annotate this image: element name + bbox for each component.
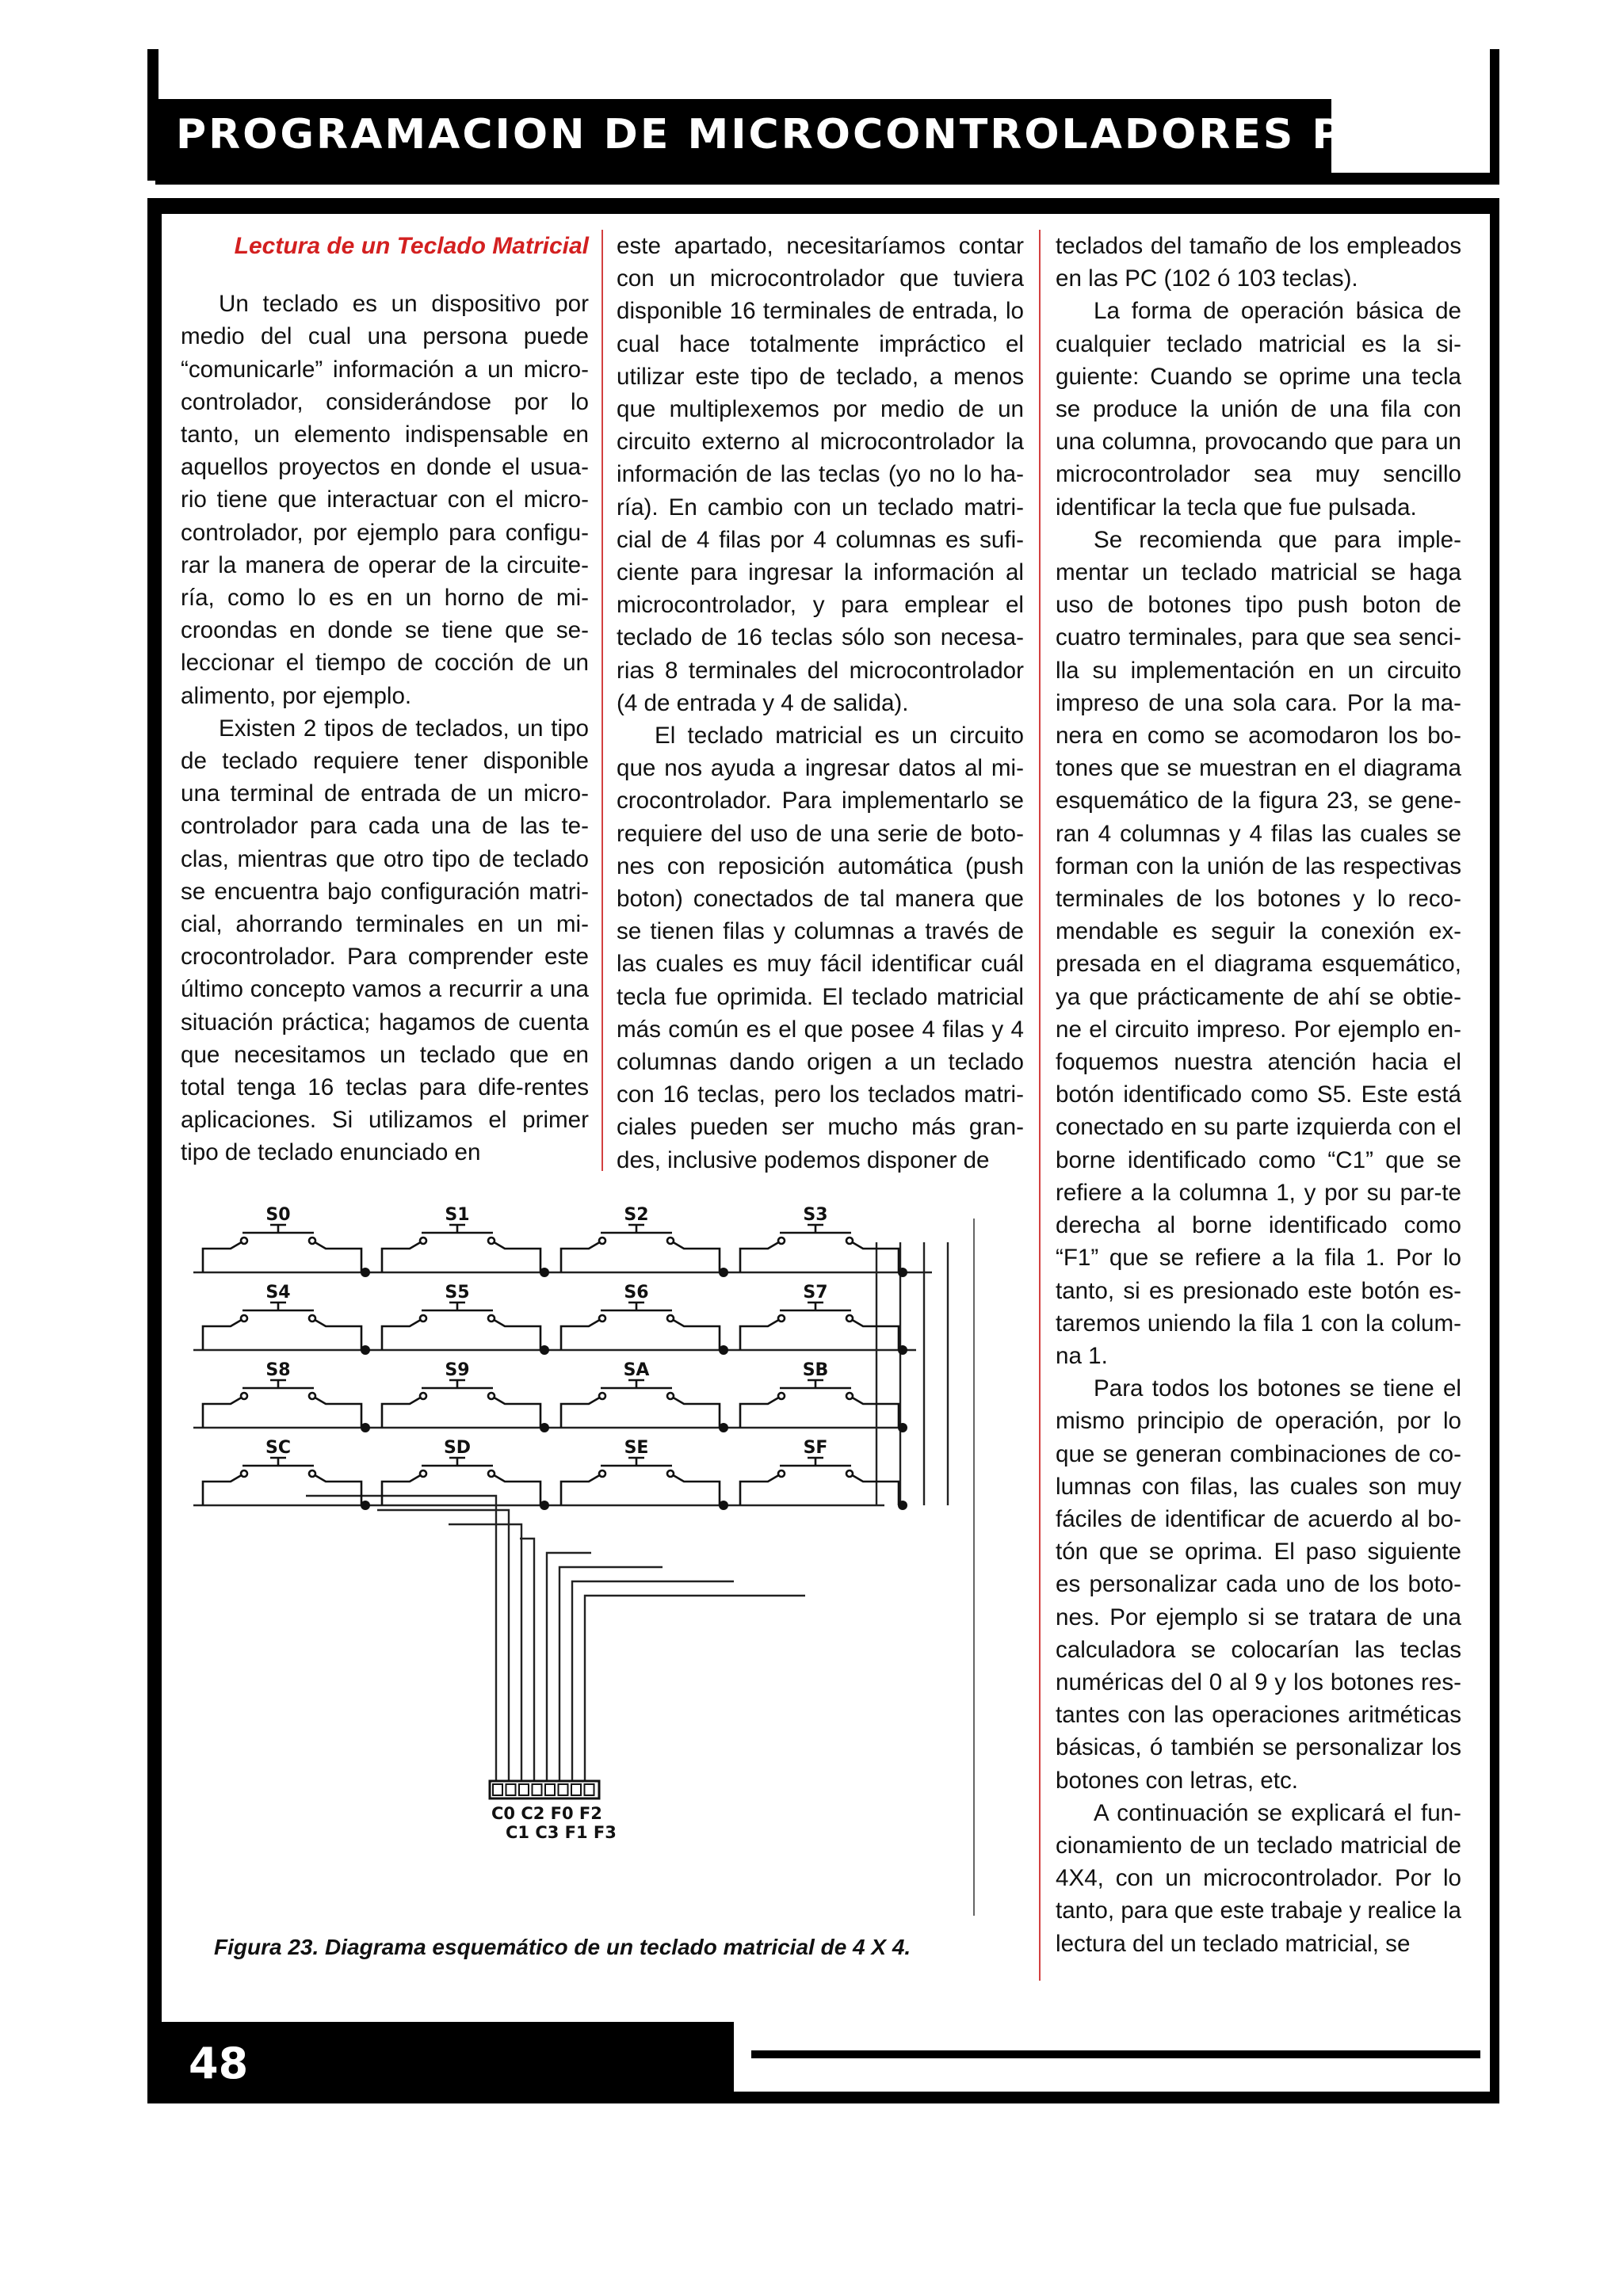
footer-bottom-rule	[734, 2092, 1499, 2103]
frame-top-shadow	[158, 209, 1499, 214]
paragraph: La forma de operación básica de cualquier teclado matricial es la si-guiente: Cuando se oprime una tecla se produce la unión de una fila con una columna, provocando que para un microcontrolador sea muy sencillo identificar la tecla que fue pulsada.	[1056, 298, 1461, 521]
push-button-switch	[203, 1380, 370, 1432]
push-button-switch	[382, 1458, 549, 1510]
page-header-title: PROGRAMACION DE MICROCONTROLADORES PIC	[176, 111, 1396, 158]
switch-label: SE	[624, 1438, 649, 1458]
switch-label: S6	[624, 1283, 649, 1302]
switch-label: S3	[803, 1205, 828, 1225]
connector-lead	[559, 1567, 663, 1781]
header-right-rule	[1490, 49, 1499, 181]
paragraph: A continuación se explicará el fun-cionamiento de un teclado matricial de 4X4, con un microcontrolador. Por lo tanto, para que este trabaje y realice la lectura del un teclado matricial, se	[1056, 1799, 1461, 1957]
switch-label: SA	[623, 1360, 650, 1380]
connector-pin	[519, 1784, 529, 1795]
switch-label: S4	[265, 1283, 291, 1302]
switch-label: SC	[265, 1438, 291, 1458]
switch-label: SF	[803, 1438, 828, 1458]
connector-pin	[571, 1784, 581, 1795]
switch-label: S9	[445, 1360, 470, 1380]
connector-pin	[545, 1784, 555, 1795]
push-button-switch	[561, 1225, 728, 1277]
header-underline-shadow	[155, 181, 1499, 185]
switch-label: S8	[265, 1360, 291, 1380]
text-column-3	[1056, 230, 1461, 1960]
connector-pin	[559, 1784, 568, 1795]
push-button-switch	[561, 1380, 728, 1432]
switch-label: SD	[443, 1438, 472, 1458]
footer-rule	[751, 2050, 1480, 2058]
push-button-switch	[740, 1458, 907, 1510]
switch-label: S2	[624, 1205, 649, 1225]
section-heading: Lectura de un Teclado Matricial	[234, 233, 589, 259]
text-column-1	[181, 230, 589, 1169]
frame-left-shadow	[157, 209, 162, 2103]
paragraph: Se recomienda que para imple-mentar un teclado matricial se haga uso de botones tipo push boton de cuatro terminales, para que sea senci-lla su implementación en un circuito impreso de una sola cara. Por la ma-nera en como se acomodaron los bo-tones que se muestran en el diagrama esquemático de la figura 23, se gene-ran 4 columnas y 4 filas las cuales se forman con la unión de las respectivas terminales de los botones y lo reco-mendable es seguir la conexión ex-presada en el diagrama esquemático, ya que prácticamente de ahí se obtie-ne el circuito impreso. Por ejemplo en-foquemos nuestra atención hacia el botón identificado como S5. Este está conectado en su parte izquierda con el borne identificado como “C1” que se refiere a la columna 1, y por su par-te derecha al borne identificado como “F1” que se refiere a la fila 1. Por lo tanto, si es presionado este botón es-taremos uniendo la fila 1 con la colum-na 1.	[1056, 526, 1461, 1369]
switch-label: S0	[265, 1205, 291, 1225]
paragraph: Un teclado es un dispositivo por medio del cual una persona puede “comunicarle” información a un micro-controlador, considerándose por lo tanto, un elemento indispensable en aquellos proyectos en donde el usua-rio tiene que interactuar con el micro-controlador, por ejemplo para configu-rar la manera de operar de la circuite-ría, como lo es en un horno de mi-croondas en donde se tiene que se-leccionar el tiempo de cocción de un alimento, por ejemplo.	[181, 291, 589, 709]
figure-caption: Figura 23. Diagrama esquemático de un teclado matricial de 4 X 4.	[214, 1935, 911, 1959]
push-button-switch	[561, 1302, 728, 1355]
figure-edge-rule	[973, 1219, 975, 1916]
push-button-switch	[382, 1225, 549, 1277]
paragraph: Para todos los botones se tiene el mismo principio de operación, por lo que se generan combinaciones de co-lumnas con filas, las cuales son muy fáciles de identificar de acuerdo al bo-tón que se oprima. El paso siguiente es personalizar cada uno de los boto-nes. Por ejemplo si se tratara de una calculadora se colocarían las teclas numéricas del 0 al 9 y los botones res-tantes con las operaciones aritméticas básicas, ó también se personalizar los botones con letras, etc.	[1056, 1375, 1461, 1794]
connector-lead	[585, 1596, 805, 1781]
page-number: 48	[189, 2039, 249, 2088]
connector-lead	[572, 1581, 734, 1781]
keypad-schematic	[187, 1195, 972, 1908]
paragraph: este apartado, necesitaríamos contar con un microcontrolador que tuviera disponible 16 terminales de entrada, lo cual hace totalmente impráctico el utilizar este tipo de teclado, a menos que multiplexemos por medio de un circuito externo al microcontrolador la información de las teclas (yo no lo ha-ría). En cambio con un teclado matri-cial de 4 filas por 4 columnas es sufi-ciente para ingresar la información al microcontrolador, y para emplear el teclado de 16 teclas sólo son necesa-rias 8 terminales del microcontrolador (4 de entrada y 4 de salida).	[617, 233, 1024, 716]
switch-label: S7	[803, 1283, 828, 1302]
push-button-switch	[203, 1302, 370, 1355]
connector-labels-top: C0 C2 F0 F2	[491, 1804, 602, 1823]
connector-pin	[585, 1784, 594, 1795]
connector-labels-bottom: C1 C3 F1 F3	[506, 1823, 617, 1842]
switch-label: S1	[445, 1205, 470, 1225]
connector-lead	[306, 1496, 496, 1781]
push-button-switch	[382, 1302, 549, 1355]
column-divider	[1039, 230, 1041, 1981]
frame-right	[1490, 198, 1499, 2103]
switch-label: SB	[802, 1360, 829, 1380]
paragraph: teclados del tamaño de los empleados en las PC (102 ó 103 teclas).	[1056, 233, 1461, 292]
connector-pin	[506, 1784, 516, 1795]
connector-pin	[533, 1784, 542, 1795]
connector-lead	[377, 1510, 509, 1781]
column-divider	[601, 230, 603, 1171]
push-button-switch	[382, 1380, 549, 1432]
paragraph: Existen 2 tipos de teclados, un tipo de teclado requiere tener disponible una terminal de entrada de un micro-controlador para cada una de las te-clas, mientras que otro tipo de teclado se encuentra bajo configuración matri-cial, ahorrando terminales en un mi-crocontrolador. Para comprender este último concepto vamos a recurrir a una situación práctica; hagamos de cuenta que necesitamos un teclado que en total tenga 16 teclas para dife-rentes aplicaciones. Si utilizamos el primer tipo de teclado enunciado en	[181, 715, 589, 1166]
text-column-2	[617, 230, 1024, 1177]
connector-pin	[493, 1784, 502, 1795]
push-button-switch	[740, 1225, 907, 1277]
paragraph: El teclado matricial es un circuito que nos ayuda a ingresar datos al mi-crocontrolador. Para implementarlo se requiere del uso de una serie de boto-nes con reposición automática (push boton) conectados de tal manera que se tienen filas y columnas a través de las cuales es muy fácil identificar cuál tecla fue oprimida. El teclado matricial más común es el que posee 4 filas y 4 columnas dando origen a un teclado con 16 teclas, pero los teclados matri-ciales pueden ser mucho más gran-des, inclusive podemos disponer de	[617, 723, 1024, 1173]
header-underline	[147, 173, 1499, 181]
push-button-switch	[561, 1458, 728, 1510]
push-button-switch	[740, 1302, 907, 1355]
connector-lead	[449, 1524, 521, 1781]
frame-left	[147, 198, 157, 2103]
push-button-switch	[203, 1225, 370, 1277]
push-button-switch	[203, 1458, 370, 1510]
push-button-switch	[740, 1380, 907, 1432]
switch-label: S5	[445, 1283, 470, 1302]
frame-top	[147, 198, 1499, 209]
